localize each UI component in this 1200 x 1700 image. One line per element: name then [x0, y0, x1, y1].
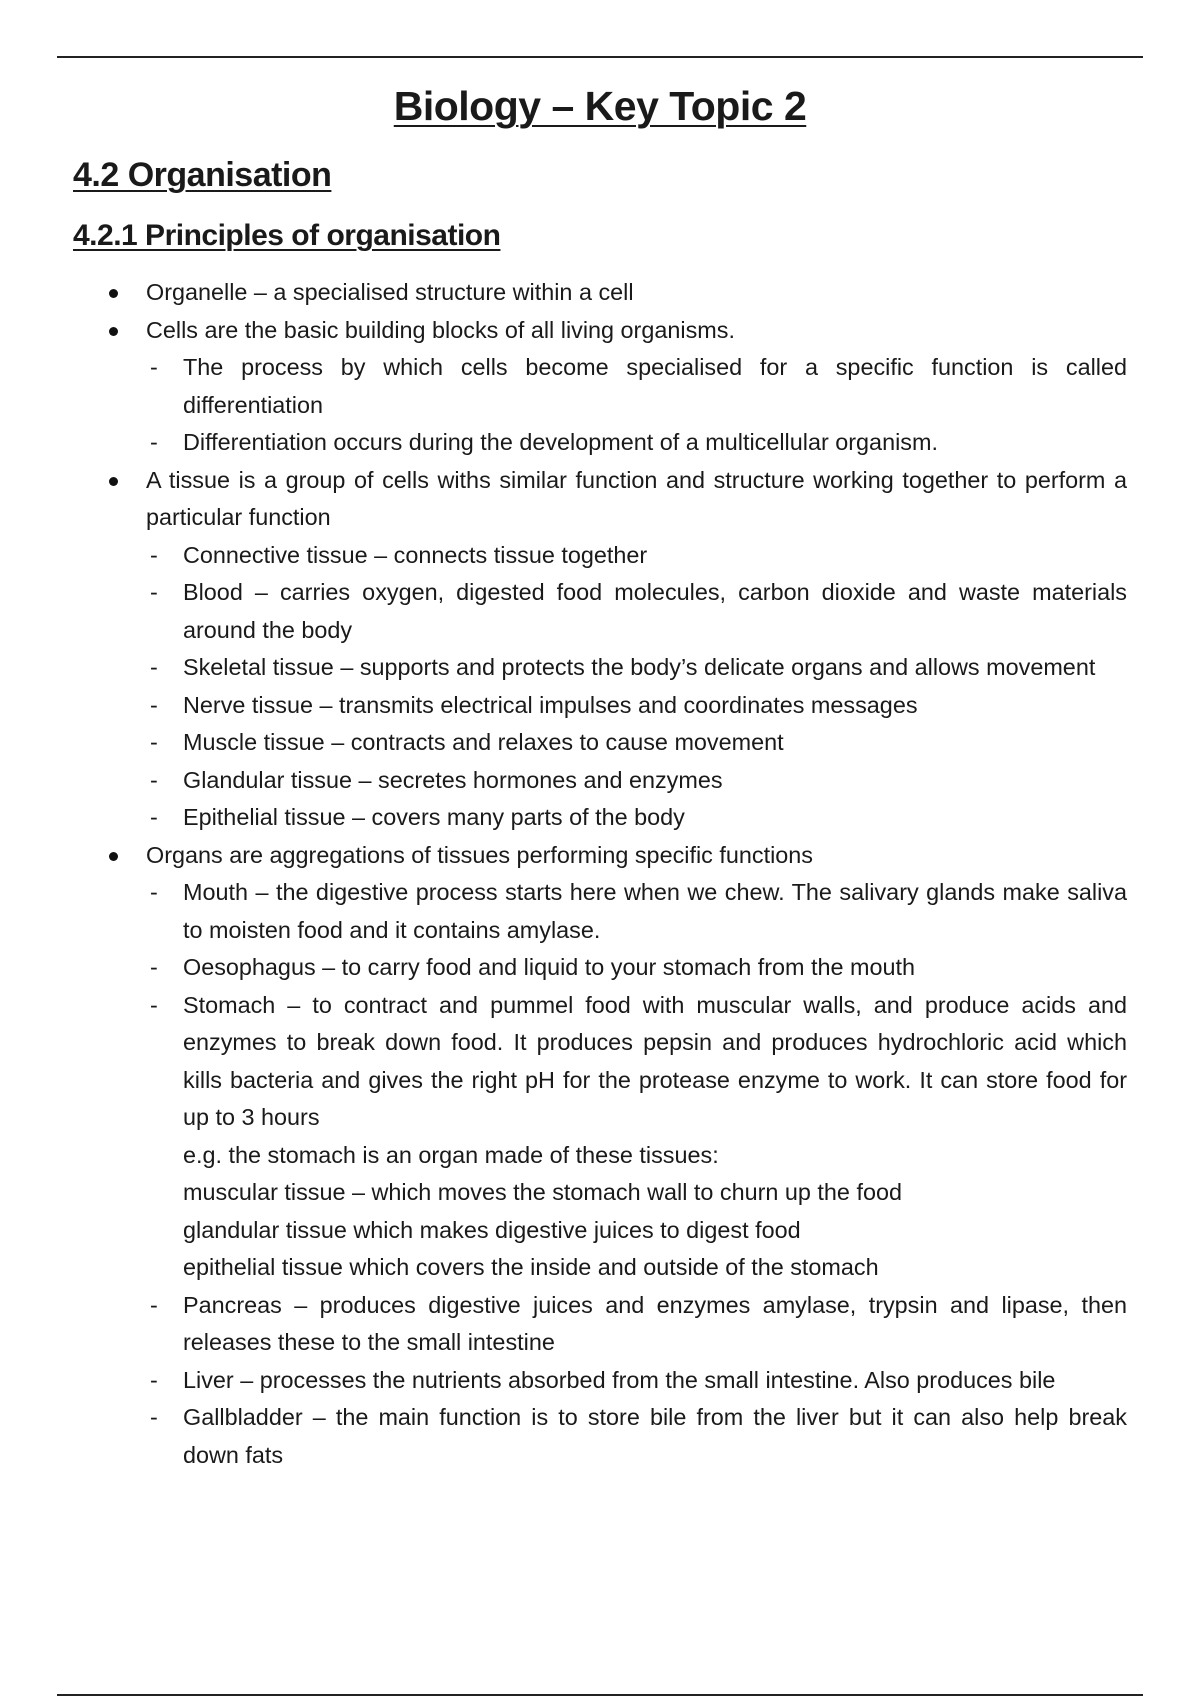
- sub-item: [146, 724, 1127, 762]
- bullet-text: A tissue is a group of cells withs similar function and structure working together to perform a particular function: [146, 466, 1127, 530]
- sub-item: [146, 1362, 1127, 1400]
- stomach-example-line: muscular tissue – which moves the stomach wall to churn up the food: [183, 1179, 902, 1205]
- sub-item-text: Glandular tissue – secretes hormones and enzymes: [183, 766, 723, 793]
- bullet-item: [73, 837, 1127, 1475]
- stomach-example-intro: e.g. the stomach is an organ made of these tissues:: [183, 1141, 719, 1168]
- sub-item-text: Differentiation occurs during the development of a multicellular organism.: [183, 429, 938, 455]
- sub-item: [146, 687, 1127, 725]
- dash-icon: -: [150, 954, 158, 980]
- sub-item-text: Liver – processes the nutrients absorbed from the small intestine. Also produces bile: [183, 1366, 1056, 1393]
- sub-item: [146, 799, 1127, 837]
- sub-item: [146, 1287, 1127, 1362]
- dash-icon: -: [150, 766, 158, 793]
- section-heading: 4.2 Organisation: [73, 156, 332, 194]
- sub-item: [146, 1399, 1127, 1474]
- dash-icon: -: [150, 804, 158, 830]
- bullet-text: Organs are aggregations of tissues performing specific functions: [146, 841, 813, 868]
- bullet-dot-icon: [109, 327, 118, 336]
- document-title: Biology – Key Topic 2: [393, 83, 807, 129]
- bullet-item: [73, 274, 1127, 312]
- sub-item: [146, 649, 1127, 687]
- top-rule: [57, 56, 1143, 58]
- dash-icon: -: [150, 354, 158, 380]
- bullet-text: Organelle – a specialised structure within a cell: [146, 279, 634, 305]
- stomach-example-line: glandular tissue which makes digestive juices to digest food: [183, 1216, 801, 1243]
- sub-item: [146, 987, 1127, 1287]
- sub-item-text: Stomach – to contract and pummel food with muscular walls, and produce acids and enzymes to break down food. It produces pepsin and produces hydrochloric acid which kills bacteria and gives the right pH for the protease enzyme to work. It can store food for up to 3 hours: [183, 991, 1127, 1130]
- dash-icon: -: [150, 991, 158, 1018]
- dash-icon: -: [150, 1291, 158, 1318]
- dash-icon: -: [150, 879, 158, 905]
- sub-item: [146, 762, 1127, 800]
- sub-item: [146, 574, 1127, 649]
- dash-icon: -: [150, 541, 158, 568]
- bullet-dot-icon: [109, 289, 118, 298]
- sub-item: [146, 537, 1127, 575]
- bottom-rule: [57, 1694, 1143, 1696]
- dash-icon: -: [150, 729, 158, 755]
- dash-icon: -: [150, 1404, 158, 1430]
- sub-item: [146, 424, 1127, 462]
- sub-list: [146, 537, 1127, 837]
- dash-icon: -: [150, 654, 158, 680]
- sub-item-text: Mouth – the digestive process starts here when we chew. The salivary glands make saliva to moisten food and it contains amylase.: [183, 879, 1127, 943]
- bullet-list: [73, 274, 1127, 1474]
- sub-item-text: The process by which cells become specialised for a specific function is called differentiation: [183, 354, 1127, 418]
- bullet-dot-icon: [109, 477, 118, 486]
- dash-icon: -: [150, 691, 158, 718]
- stomach-example-line: epithelial tissue which covers the inside and outside of the stomach: [183, 1254, 879, 1280]
- dash-icon: -: [150, 1366, 158, 1393]
- sub-item-text: Connective tissue – connects tissue together: [183, 541, 648, 568]
- sub-item-text: Epithelial tissue – covers many parts of the body: [183, 804, 685, 830]
- bullet-text: Cells are the basic building blocks of all living organisms.: [146, 316, 735, 343]
- sub-list: [146, 874, 1127, 1474]
- sub-item: [146, 874, 1127, 949]
- sub-item-text: Muscle tissue – contracts and relaxes to cause movement: [183, 729, 784, 755]
- document-page: [73, 78, 1127, 1474]
- dash-icon: -: [150, 579, 158, 605]
- sub-item: [146, 949, 1127, 987]
- bullet-item: [73, 462, 1127, 837]
- subsection-heading: 4.2.1 Principles of organisation: [73, 219, 501, 252]
- sub-item-text: Oesophagus – to carry food and liquid to your stomach from the mouth: [183, 954, 916, 980]
- sub-item-text: Nerve tissue – transmits electrical impulses and coordinates messages: [183, 691, 918, 718]
- sub-item-text: Gallbladder – the main function is to store bile from the liver but it can also help break down fats: [183, 1404, 1127, 1468]
- sub-item-text: Skeletal tissue – supports and protects the body’s delicate organs and allows movement: [183, 654, 1096, 680]
- sub-item-text: Blood – carries oxygen, digested food molecules, carbon dioxide and waste materials around the body: [183, 579, 1127, 643]
- sub-item-text: Pancreas – produces digestive juices and enzymes amylase, trypsin and lipase, then releases these to the small intestine: [183, 1291, 1127, 1355]
- bullet-item: [73, 312, 1127, 462]
- dash-icon: -: [150, 429, 158, 455]
- sub-list: [146, 349, 1127, 462]
- sub-item: [146, 349, 1127, 424]
- bullet-dot-icon: [109, 852, 118, 861]
